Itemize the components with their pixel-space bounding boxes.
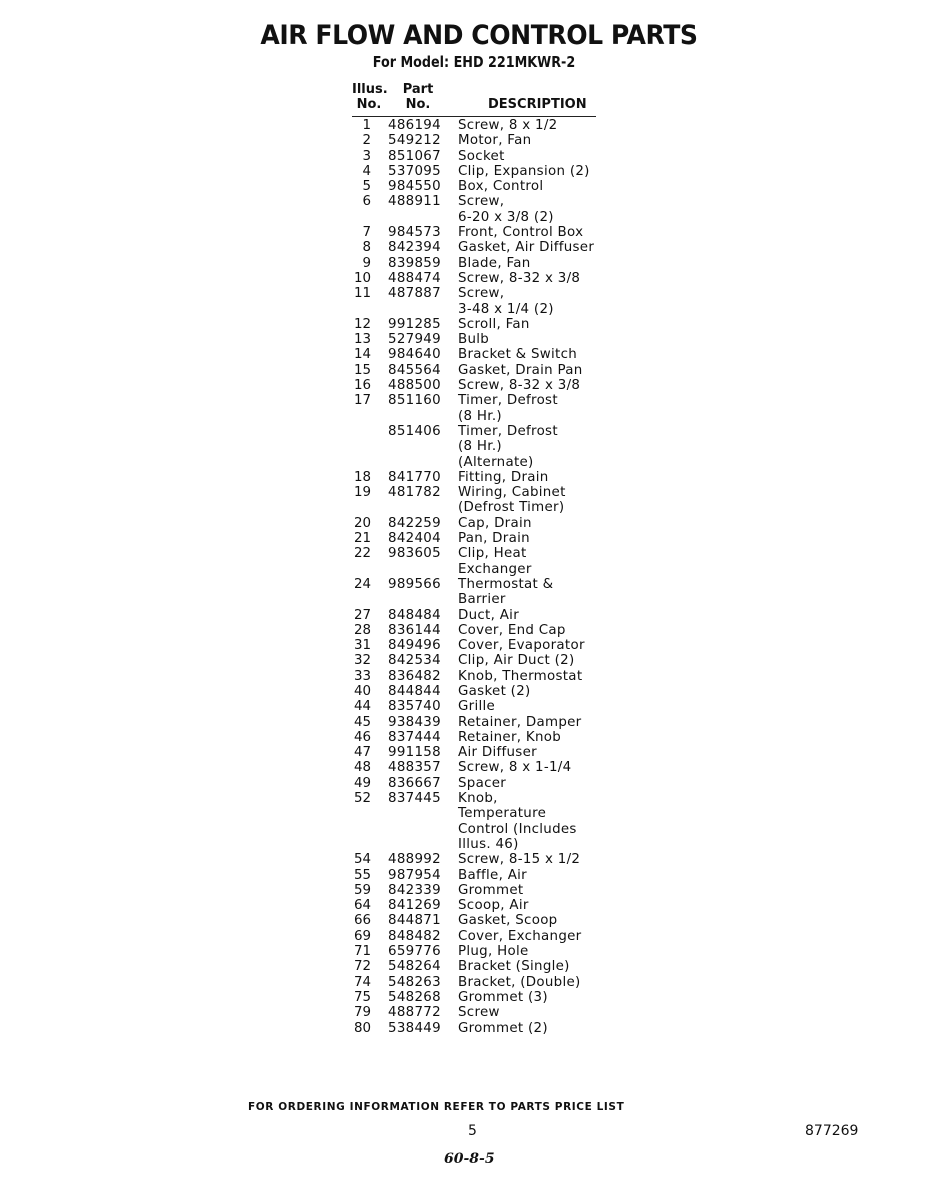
- table-row: [340, 179, 620, 194]
- table-row: [340, 577, 620, 608]
- part-description: Screw, 8-32 x 3/8: [458, 378, 581, 394]
- table-row: [340, 225, 620, 240]
- illus-number: 49: [353, 775, 371, 791]
- table-row: [340, 990, 620, 1005]
- table-row: [340, 149, 620, 164]
- column-header-illus-no: Illus. No.: [352, 82, 388, 112]
- table-row: [340, 760, 620, 775]
- ordering-note: FOR ORDERING INFORMATION REFER TO PARTS PRICE LIST: [248, 1101, 625, 1113]
- part-number: 991285: [388, 316, 441, 332]
- illus-number: 66: [353, 913, 371, 929]
- illus-number: 9: [362, 255, 371, 271]
- illus-number: 6: [362, 194, 371, 210]
- part-description: Gasket (2): [458, 683, 531, 699]
- table-row: [340, 271, 620, 286]
- part-description: Gasket, Air Diffuser: [458, 240, 595, 256]
- table-row: [340, 118, 620, 133]
- illus-number: 21: [353, 531, 371, 547]
- part-number: 842534: [388, 653, 441, 669]
- part-number: 991158: [388, 745, 441, 761]
- part-number: 842394: [388, 240, 441, 256]
- part-description: Socket: [458, 148, 505, 164]
- part-description: Bulb: [458, 332, 490, 348]
- table-row: [340, 913, 620, 928]
- part-number: 844844: [388, 683, 441, 699]
- part-number: 984550: [388, 179, 441, 195]
- illus-number: 3: [362, 148, 371, 164]
- table-row: [340, 944, 620, 959]
- part-number: 984640: [388, 347, 441, 363]
- illus-number: 32: [353, 653, 371, 669]
- part-number: 841770: [388, 469, 441, 485]
- part-description: Screw, 3-48 x 1/4 (2): [458, 286, 554, 317]
- part-number: 488500: [388, 378, 441, 394]
- part-number: 842404: [388, 531, 441, 547]
- illus-number: 20: [353, 515, 371, 531]
- table-row: [340, 715, 620, 730]
- illus-number: 27: [353, 607, 371, 623]
- table-row: [340, 730, 620, 745]
- part-number: 488772: [388, 1005, 441, 1021]
- part-number: 488992: [388, 852, 441, 868]
- part-description: Clip, Air Duct (2): [458, 653, 575, 669]
- table-row: [340, 975, 620, 990]
- part-number: 837445: [388, 791, 441, 807]
- part-description: Knob, Temperature Control (Includes Illus. 46): [458, 791, 577, 852]
- part-number: 835740: [388, 699, 441, 715]
- part-description: Blade, Fan: [458, 255, 531, 271]
- part-description: Clip, Expansion (2): [458, 163, 590, 179]
- illus-number: 79: [353, 1005, 371, 1021]
- illus-number: 7: [362, 225, 371, 241]
- table-row: [340, 240, 620, 255]
- part-number: 836667: [388, 775, 441, 791]
- illus-number: 33: [353, 668, 371, 684]
- table-row: [340, 684, 620, 699]
- part-description: Scroll, Fan: [458, 316, 530, 332]
- part-number: 488474: [388, 270, 441, 286]
- part-number: 839859: [388, 255, 441, 271]
- illus-number: 64: [353, 898, 371, 914]
- table-row: [340, 286, 620, 317]
- illus-number: 44: [353, 699, 371, 715]
- part-description: Baffle, Air: [458, 867, 527, 883]
- table-row: [340, 470, 620, 485]
- table-row: [340, 883, 620, 898]
- part-number: 842339: [388, 882, 441, 898]
- model-subtitle: For Model: EHD 221MKWR-2: [372, 53, 576, 71]
- table-row: [340, 347, 620, 362]
- part-number: 851160: [388, 393, 441, 409]
- part-description: Grille: [458, 699, 496, 715]
- illus-number: 59: [353, 882, 371, 898]
- illus-number: 75: [353, 989, 371, 1005]
- part-number: 488357: [388, 760, 441, 776]
- table-row: [340, 317, 620, 332]
- part-description: Pan, Drain: [458, 531, 530, 547]
- part-description: Bracket, (Double): [458, 974, 581, 990]
- part-number: 851406: [388, 423, 441, 439]
- illus-number: 47: [353, 745, 371, 761]
- part-number: 548264: [388, 959, 441, 975]
- illus-number: 74: [353, 974, 371, 990]
- illus-number: 54: [353, 852, 371, 868]
- part-description: Screw, 6-20 x 3/8 (2): [458, 194, 554, 225]
- part-description: Bracket (Single): [458, 959, 570, 975]
- part-number: 851067: [388, 148, 441, 164]
- illus-number: [340, 424, 371, 470]
- illus-number: 80: [353, 1020, 371, 1036]
- part-description: Front, Control Box: [458, 225, 584, 241]
- part-description: Air Diffuser: [458, 745, 537, 761]
- part-description: Timer, Defrost (8 Hr.) (Alternate): [458, 423, 558, 470]
- table-row: [340, 852, 620, 867]
- table-row: [340, 393, 620, 424]
- illus-number: 22: [353, 546, 371, 562]
- part-description: Box, Control: [458, 179, 544, 195]
- part-description: Gasket, Scoop: [458, 913, 558, 929]
- illus-number: 46: [353, 729, 371, 745]
- table-row: [340, 959, 620, 974]
- table-row: [340, 653, 620, 668]
- part-number: 984573: [388, 225, 441, 241]
- illus-number: 24: [353, 576, 371, 592]
- illus-number: 15: [353, 362, 371, 378]
- column-header-description: DESCRIPTION: [488, 97, 587, 112]
- part-number: 548268: [388, 989, 441, 1005]
- part-number: 487887: [388, 286, 441, 302]
- part-description: Cover, End Cap: [458, 622, 566, 638]
- table-row: [340, 929, 620, 944]
- part-number: 537095: [388, 163, 441, 179]
- part-number: 836144: [388, 622, 441, 638]
- part-number: 848482: [388, 928, 441, 944]
- page-number: 5: [468, 1123, 477, 1139]
- illus-number: 5: [362, 179, 371, 195]
- parts-table: [340, 118, 620, 1036]
- illus-number: 48: [353, 760, 371, 776]
- illus-number: 12: [353, 316, 371, 332]
- illus-number: 17: [353, 393, 371, 409]
- table-row: [340, 745, 620, 760]
- illus-number: 14: [353, 347, 371, 363]
- table-row: [340, 623, 620, 638]
- part-number: 848484: [388, 607, 441, 623]
- illus-number: 69: [353, 928, 371, 944]
- part-number: 549212: [388, 133, 441, 149]
- part-description: Timer, Defrost (8 Hr.): [458, 393, 558, 424]
- table-row: [340, 256, 620, 271]
- part-number: 841269: [388, 898, 441, 914]
- table-row: [340, 133, 620, 148]
- part-number: 481782: [388, 485, 441, 501]
- part-number: 837444: [388, 729, 441, 745]
- part-description: Screw, 8-32 x 3/8: [458, 270, 581, 286]
- part-description: Gasket, Drain Pan: [458, 362, 583, 378]
- part-description: Screw, 8-15 x 1/2: [458, 852, 581, 868]
- part-description: Screw, 8 x 1-1/4: [458, 760, 572, 776]
- part-description: Cover, Exchanger: [458, 928, 582, 944]
- illus-number: 2: [362, 133, 371, 149]
- handwritten-note: 60-8-5: [444, 1151, 495, 1167]
- table-row: [340, 194, 620, 225]
- table-row: [340, 791, 620, 852]
- illus-number: 52: [353, 791, 371, 807]
- part-number: 983605: [388, 546, 441, 562]
- illus-number: 71: [353, 944, 371, 960]
- illus-number: 45: [353, 714, 371, 730]
- illus-number: 55: [353, 867, 371, 883]
- illus-number: 4: [362, 163, 371, 179]
- illus-number: 10: [353, 270, 371, 286]
- table-row: [340, 363, 620, 378]
- table-row: [340, 1005, 620, 1020]
- part-number: 842259: [388, 515, 441, 531]
- illus-number: 72: [353, 959, 371, 975]
- table-row: [340, 516, 620, 531]
- part-description: Retainer, Damper: [458, 714, 582, 730]
- table-row: [340, 1021, 620, 1036]
- part-description: Motor, Fan: [458, 133, 532, 149]
- part-number: 987954: [388, 867, 441, 883]
- table-row: [340, 699, 620, 714]
- illus-number: 40: [353, 683, 371, 699]
- part-description: Grommet (2): [458, 1020, 548, 1036]
- part-number: 989566: [388, 576, 441, 592]
- part-description: Wiring, Cabinet (Defrost Timer): [458, 485, 566, 516]
- table-row: [340, 638, 620, 653]
- table-row: [340, 485, 620, 516]
- table-row: [340, 531, 620, 546]
- table-row: [340, 608, 620, 623]
- illus-number: 8: [362, 240, 371, 256]
- table-row: [340, 424, 620, 470]
- part-number: 845564: [388, 362, 441, 378]
- table-row: [340, 332, 620, 347]
- table-row: [340, 378, 620, 393]
- illus-number: 1: [362, 118, 371, 133]
- part-number: 659776: [388, 944, 441, 960]
- part-number: 844871: [388, 913, 441, 929]
- part-number: 527949: [388, 332, 441, 348]
- illus-number: 28: [353, 622, 371, 638]
- part-description: Fitting, Drain: [458, 469, 549, 485]
- table-row: [340, 898, 620, 913]
- part-number: 538449: [388, 1020, 441, 1036]
- table-row: [340, 546, 620, 577]
- part-description: Cover, Evaporator: [458, 638, 585, 654]
- table-row: [340, 669, 620, 684]
- illus-number: 18: [353, 469, 371, 485]
- illus-number: 19: [353, 485, 371, 501]
- part-description: Thermostat & Barrier: [458, 576, 554, 608]
- part-description: Cap, Drain: [458, 515, 532, 531]
- part-description: Duct, Air: [458, 607, 520, 623]
- table-row: [340, 868, 620, 883]
- part-description: Plug, Hole: [458, 944, 529, 960]
- part-description: Grommet: [458, 882, 524, 898]
- part-description: Grommet (3): [458, 989, 548, 1005]
- part-number: 488911: [388, 194, 441, 210]
- illus-number: 16: [353, 378, 371, 394]
- part-description: Bracket & Switch: [458, 347, 578, 363]
- part-description: Spacer: [458, 775, 507, 791]
- part-description: Clip, Heat Exchanger: [458, 546, 532, 577]
- part-description: Retainer, Knob: [458, 729, 562, 745]
- part-description: Scoop, Air: [458, 898, 529, 914]
- illus-number: 11: [353, 286, 371, 302]
- table-row: [340, 164, 620, 179]
- page-title: AIR FLOW AND CONTROL PARTS: [260, 20, 698, 51]
- part-number: 548263: [388, 974, 441, 990]
- header-rule: [352, 116, 596, 117]
- part-description: Knob, Thermostat: [458, 668, 583, 684]
- part-description: Screw: [458, 1005, 500, 1021]
- part-number: 836482: [388, 668, 441, 684]
- document-number: 877269: [805, 1123, 859, 1139]
- part-description: Screw, 8 x 1/2: [458, 118, 558, 133]
- column-header-part-no: Part No.: [402, 82, 434, 112]
- part-number: 938439: [388, 714, 441, 730]
- illus-number: 13: [353, 332, 371, 348]
- part-number: 486194: [388, 118, 441, 133]
- part-number: 849496: [388, 638, 441, 654]
- illus-number: 31: [353, 638, 371, 654]
- table-row: [340, 776, 620, 791]
